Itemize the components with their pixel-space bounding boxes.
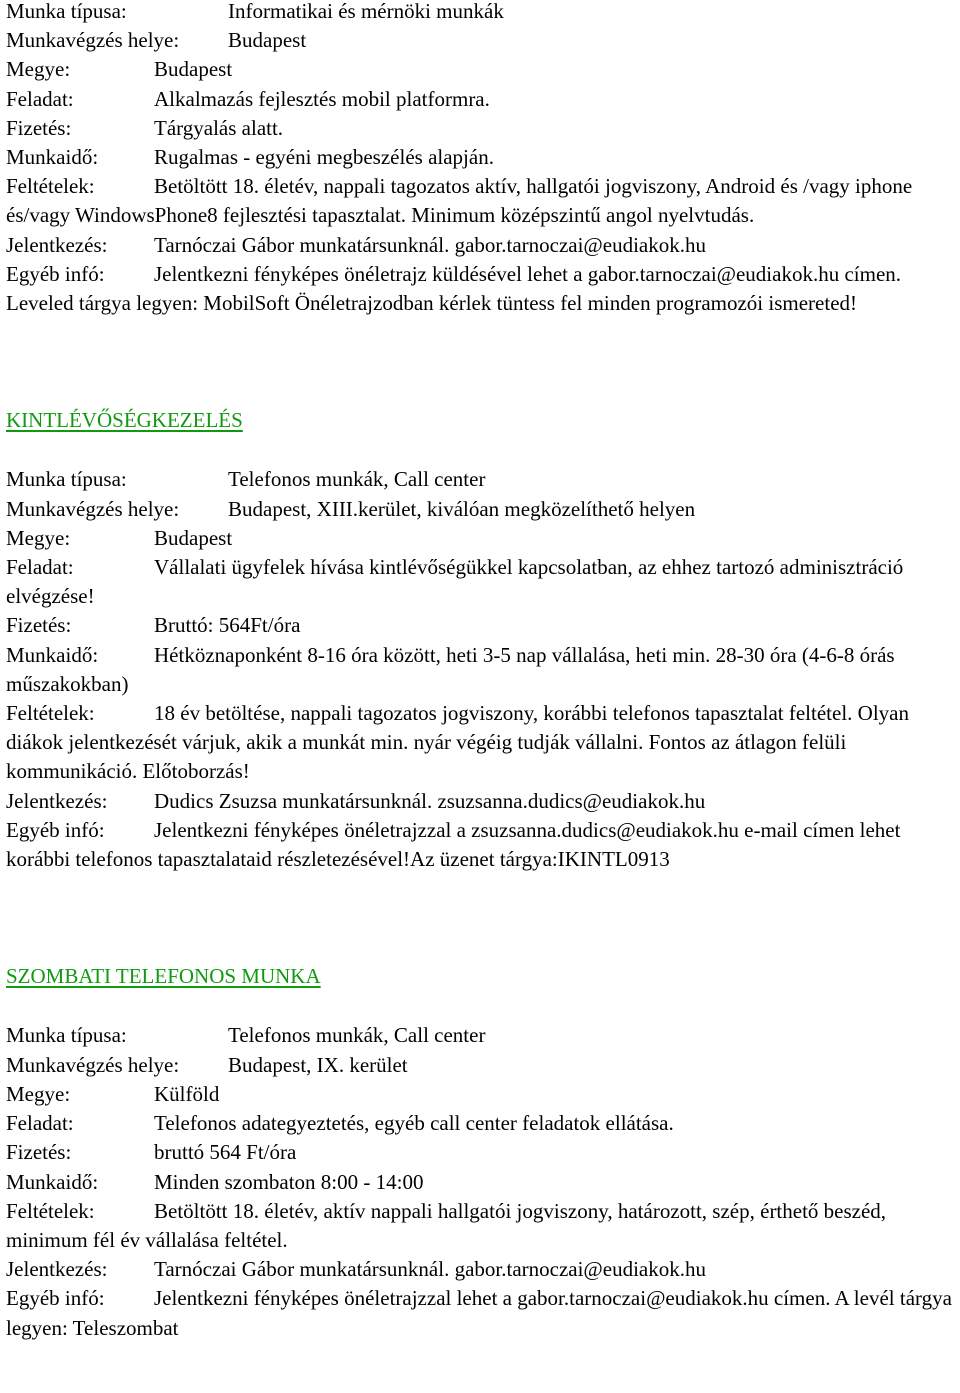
- pay-row: [6, 114, 956, 143]
- other-info-label: Egyéb infó:: [6, 261, 105, 286]
- pay-row: [6, 611, 956, 640]
- apply-row: [6, 231, 956, 260]
- other-info-value: Jelentkezni fényképes önéletrajzzal a zsuzsanna.dudics@eudiakok.hu e-mail címen lehet korábbi telefonos tapasztalataid részletezésével!Az üzenet tárgya:IKINTL0913: [6, 817, 901, 872]
- pay-row: [6, 1138, 956, 1167]
- job-type-row: [6, 465, 956, 494]
- task-value: Alkalmazás fejlesztés mobil platformra.: [154, 86, 490, 111]
- work-place-row: [6, 1051, 956, 1080]
- job-type-label: Munka típusa:: [6, 467, 127, 492]
- county-value: Budapest: [154, 57, 233, 82]
- task-row: [6, 553, 956, 611]
- hours-value: Minden szombaton 8:00 - 14:00: [154, 1169, 424, 1194]
- job-type-row: [6, 1021, 956, 1050]
- hours-label: Munkaidő:: [6, 145, 99, 170]
- apply-value: Dudics Zsuzsa munkatársunknál. zsuzsanna.dudics@eudiakok.hu: [154, 788, 706, 813]
- other-info-label: Egyéb infó:: [6, 817, 105, 842]
- task-value: Telefonos adategyeztetés, egyéb call center feladatok ellátása.: [154, 1111, 674, 1136]
- job-type-value: Telefonos munkák, Call center: [228, 1023, 486, 1048]
- job-3-title: SZOMBATI TELEFONOS MUNKA: [6, 964, 321, 989]
- pay-value: Bruttó: 564Ft/óra: [154, 613, 301, 638]
- county-value: Külföld: [154, 1081, 220, 1106]
- job-3: [6, 962, 956, 1342]
- spacer: [6, 435, 956, 465]
- task-row: [6, 85, 956, 114]
- spacer: [6, 874, 956, 962]
- other-info-row: [6, 260, 956, 318]
- conditions-label: Feltételek:: [6, 174, 95, 199]
- job-2-title: KINTLÉVŐSÉGKEZELÉS: [6, 408, 243, 433]
- job-type-row: [6, 0, 956, 26]
- spacer: [6, 991, 956, 1021]
- county-value: Budapest: [154, 525, 233, 550]
- job-type-value: Telefonos munkák, Call center: [228, 467, 486, 492]
- work-place-value: Budapest, XIII.kerület, kiválóan megközelíthető helyen: [228, 496, 696, 521]
- job-1: [6, 0, 956, 318]
- spacer: [6, 318, 956, 406]
- apply-value: Tarnóczai Gábor munkatársunknál. gabor.tarnoczai@eudiakok.hu: [154, 1257, 706, 1282]
- county-row: [6, 1080, 956, 1109]
- work-place-value: Budapest, IX. kerület: [228, 1052, 408, 1077]
- conditions-row: [6, 172, 956, 230]
- pay-label: Fizetés:: [6, 115, 72, 140]
- hours-value: Hétköznaponként 8-16 óra között, heti 3-5 nap vállalása, heti min. 28-30 óra (4-6-8 órás műszakokban): [6, 642, 895, 696]
- pay-value: Tárgyalás alatt.: [154, 115, 284, 140]
- job-type-label: Munka típusa:: [6, 1023, 127, 1048]
- other-info-row: [6, 1284, 956, 1342]
- work-place-label: Munkavégzés helye:: [6, 496, 180, 521]
- apply-label: Jelentkezés:: [6, 788, 108, 813]
- conditions-label: Feltételek:: [6, 701, 95, 726]
- pay-label: Fizetés:: [6, 613, 72, 638]
- work-place-row: [6, 495, 956, 524]
- hours-label: Munkaidő:: [6, 642, 99, 667]
- county-label: Megye:: [6, 1081, 71, 1106]
- conditions-row: [6, 699, 956, 787]
- job-2: [6, 406, 956, 874]
- other-info-row: [6, 816, 956, 874]
- conditions-label: Feltételek:: [6, 1198, 95, 1223]
- other-info-value: Jelentkezni fényképes önéletrajz küldésével lehet a gabor.tarnoczai@eudiakok.hu címen. Leveled tárgya legyen: MobilSoft Önéletrajzodban kérlek tüntess fel minden programozói ismereted!: [6, 261, 902, 316]
- hours-row: [6, 641, 956, 699]
- task-row: [6, 1109, 956, 1138]
- hours-row: [6, 1168, 956, 1197]
- job-listing-page: [6, 0, 956, 1343]
- other-info-value: Jelentkezni fényképes önéletrajzzal lehet a gabor.tarnoczai@eudiakok.hu címen. A levél tárgya legyen: Teleszombat: [6, 1286, 952, 1340]
- work-place-value: Budapest: [228, 28, 307, 53]
- hours-row: [6, 143, 956, 172]
- hours-value: Rugalmas - egyéni megbeszélés alapján.: [154, 145, 494, 170]
- task-label: Feladat:: [6, 1111, 74, 1136]
- apply-row: [6, 787, 956, 816]
- task-value: Vállalati ügyfelek hívása kintlévőségükkel kapcsolatban, az ehhez tartozó adminisztráció elvégzése!: [6, 555, 904, 609]
- task-label: Feladat:: [6, 555, 74, 580]
- apply-label: Jelentkezés:: [6, 1257, 108, 1282]
- pay-label: Fizetés:: [6, 1140, 72, 1165]
- work-place-row: [6, 26, 956, 55]
- job-type-label: Munka típusa:: [6, 0, 127, 23]
- pay-value: bruttó 564 Ft/óra: [154, 1140, 297, 1165]
- county-row: [6, 55, 956, 84]
- county-label: Megye:: [6, 57, 71, 82]
- other-info-label: Egyéb infó:: [6, 1286, 105, 1311]
- job-type-value: Informatikai és mérnöki munkák: [228, 0, 504, 23]
- task-label: Feladat:: [6, 86, 74, 111]
- apply-value: Tarnóczai Gábor munkatársunknál. gabor.tarnoczai@eudiakok.hu: [154, 232, 706, 257]
- county-row: [6, 524, 956, 553]
- apply-label: Jelentkezés:: [6, 232, 108, 257]
- conditions-value: 18 év betöltése, nappali tagozatos jogviszony, korábbi telefonos tapasztalat feltétel. Olyan diákok jelentkezését várjuk, akik a munkát min. nyár végéig tudják vállalni. Fontos az átlagon felüli kommunikáció. Előtoborzás!: [6, 701, 909, 784]
- county-label: Megye:: [6, 525, 71, 550]
- conditions-value: Betöltött 18. életév, nappali tagozatos aktív, hallgatói jogviszony, Android és /vagy iphone és/vagy WindowsPhone8 fejlesztési tapasztalat. Minimum középszintű angol nyelvtudás.: [6, 174, 913, 228]
- conditions-value: Betöltött 18. életév, aktív nappali hallgatói jogviszony, határozott, szép, érthető beszéd, minimum fél év vállalása feltétel.: [6, 1198, 887, 1252]
- hours-label: Munkaidő:: [6, 1169, 99, 1194]
- apply-row: [6, 1255, 956, 1284]
- conditions-row: [6, 1197, 956, 1255]
- work-place-label: Munkavégzés helye:: [6, 1052, 180, 1077]
- work-place-label: Munkavégzés helye:: [6, 28, 180, 53]
